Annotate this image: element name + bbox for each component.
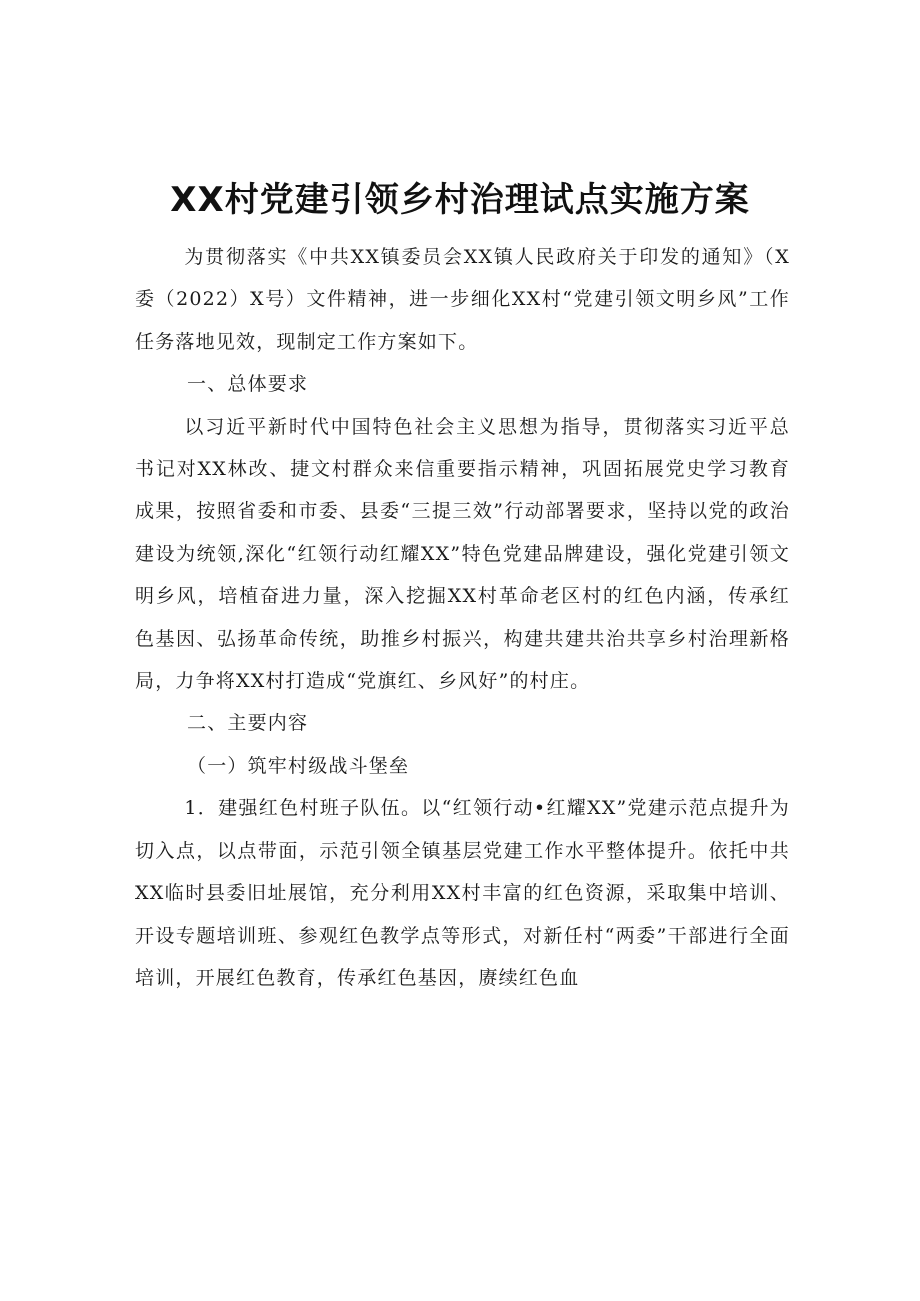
intro-paragraph: 为贯彻落实《中共XX镇委员会XX镇人民政府关于印发的通知》（X委（2022）X号）文件精神，进一步细化XX村“党建引领文明乡风”工作任务落地见效，现制定工作方案如下。 (135, 246, 790, 353)
section-heading-general-requirements: 一、总体要求 (187, 373, 309, 396)
item-1-paragraph: 1．建强红色村班子队伍。以“红领行动•红耀XX”党建示范点提升为切入点，以点带面，示范引领全镇基层党建工作水平整体提升。依托中共XX临时县委旧址展馆，充分利用XX村丰富的红色资源，采取集中培训、开设专题培训班、参观红色教学点等形式，对新任村“两委”干部进行全面培训，开展红色教育，传承红色基因，赓续红色血 (135, 797, 790, 989)
subsection-heading-battle-fortress: （一）筑牢村级战斗堡垒 (187, 754, 410, 777)
general-requirements-paragraph: 以习近平新时代中国特色社会主义思想为指导，贯彻落实习近平总书记对XX林改、捷文村群众来信重要指示精神，巩固拓展党史学习教育成果，按照省委和市委、县委“三提三效”行动部署要求，坚持以党的政治建设为统领,深化“红领行动红耀XX”特色党建品牌建设，强化党建引领文明乡风，培植奋进力量，深入挖掘XX村革命老区村的红色内涵，传承红色基因、弘扬革命传统，助推乡村振兴，构建共建共治共享乡村治理新格局，力争将XX村打造成“党旗红、乡风好”的村庄。 (135, 415, 790, 693)
section-heading-main-content: 二、主要内容 (187, 712, 309, 735)
document-title: XX村党建引领乡村治理试点实施方案 (170, 180, 750, 220)
document-body (135, 236, 790, 999)
